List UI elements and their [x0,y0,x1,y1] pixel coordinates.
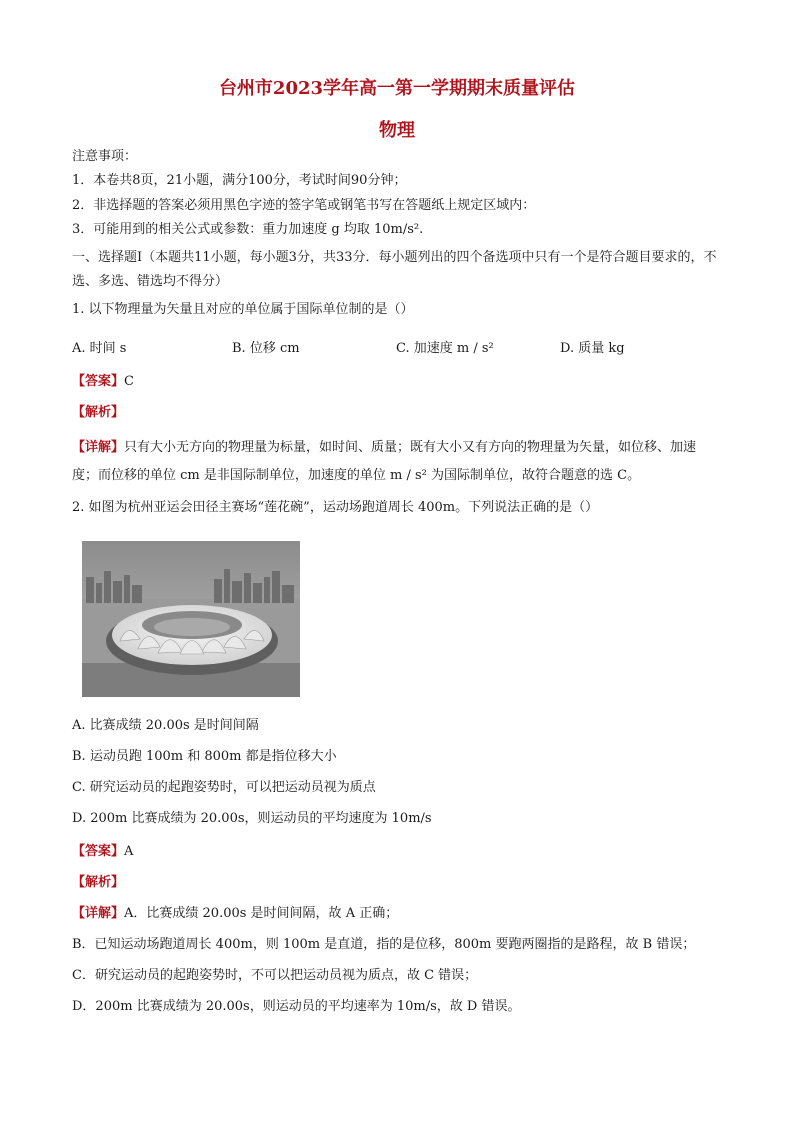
q2-answer-value: A [124,844,134,859]
stadium-photo [82,541,300,697]
question-2-stem: 2. 如图为杭州亚运会田径主赛场“莲花碗”，运动场跑道周长 400m。下列说法正确的是（） [72,500,599,515]
q2-option-c: C. 研究运动员的起跑姿势时，可以把运动员视为质点 [72,780,376,795]
exam-subject: 物理 [379,120,415,141]
q2-detail-tag: 【详解】 [72,906,125,921]
q1-detail-tag: 【详解】 [72,440,125,455]
section-intro: 一、选择题Ⅰ（本题共11小题，每小题3分，共33分．每小题列出的四个备选项中只有一个是符合题目要求的，不选、多选、错选均不得分） [72,250,717,289]
q1-detail [72,434,722,490]
q1-answer-value: C [124,374,134,389]
q2-analysis-line [72,874,124,892]
q2-detail-b: B．已知运动场跑道周长 400m，则 100m 是直道，指的是位移，800m 要跑两圈指的是路程，故 B 错误； [72,937,696,952]
question-1-stem: 1. 以下物理量为矢量且对应的单位属于国际单位制的是（） [72,302,414,317]
notice-heading: 注意事项： [72,149,138,164]
q1-detail-text: 只有大小无方向的物理量为标量，如时间、质量；既有大小又有方向的物理量为矢量，如位移、加速度；而位移的单位 cm 是非国际制单位，加速度的单位 m / s² 为国际制单位，故符合题意的选 C。 [72,440,697,483]
q2-option-d: D. 200m 比赛成绩为 20.00s，则运动员的平均速度为 10m/s [72,811,432,826]
notice-item-3: 3．可能用到的相关公式或参数：重力加速度 g 均取 10m/s². [72,222,424,237]
q2-answer-tag: 【答案】 [72,844,125,859]
q1-analysis-line [72,404,124,422]
q2-analysis-tag: 【解析】 [72,875,125,890]
q1-option-c: C. 加速度 m / s² [396,341,494,356]
q2-answer-line [72,843,133,861]
q1-option-b: B. 位移 cm [232,341,300,356]
q2-option-b: B. 运动员跑 100m 和 800m 都是指位移大小 [72,749,337,764]
q1-answer-tag: 【答案】 [72,374,125,389]
q2-detail-d: D．200m 比赛成绩为 20.00s，则运动员的平均速率为 10m/s，故 D 错误。 [72,999,521,1014]
q2-detail-a [72,905,398,923]
q1-option-d: D. 质量 kg [560,341,625,356]
q2-detail-c: C．研究运动员的起跑姿势时，不可以把运动员视为质点，故 C 错误； [72,968,478,983]
q1-answer-line [72,373,134,391]
notice-item-2: 2．非选择题的答案必须用黑色字迹的签字笔或钢笔书写在答题纸上规定区域内： [72,198,536,213]
q1-analysis-tag: 【解析】 [72,405,125,420]
exam-title: 台州市2023学年高一第一学期期末质量评估 [218,78,576,99]
q2-detail-a-text: A．比赛成绩 20.00s 是时间间隔，故 A 正确； [124,906,399,921]
q2-option-a: A. 比赛成绩 20.00s 是时间间隔 [72,718,259,733]
q1-option-a: A. 时间 s [72,341,127,356]
notice-item-1: 1．本卷共8页，21小题，满分100分，考试时间90分钟； [72,173,407,188]
